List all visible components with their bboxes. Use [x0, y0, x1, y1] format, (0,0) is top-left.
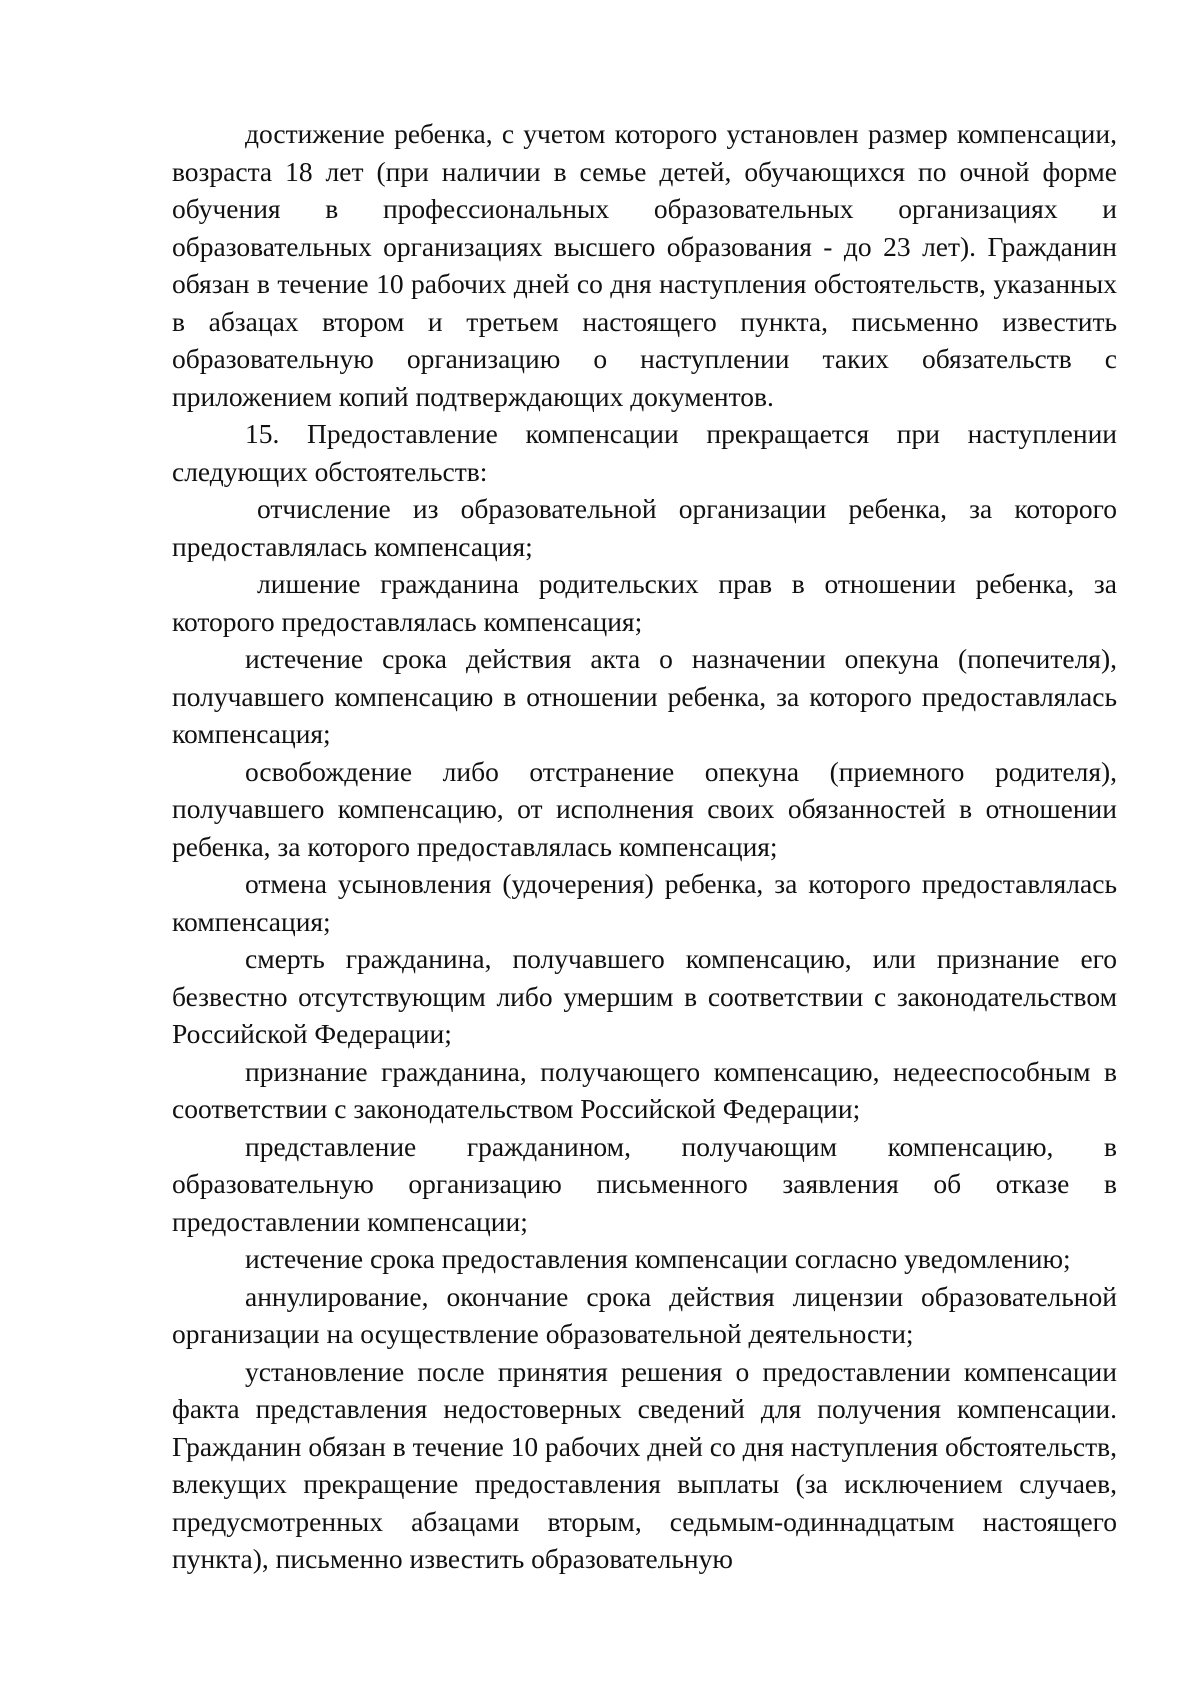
paragraph-death: смерть гражданина, получавшего компенсацию, или признание его безвестно отсутствующим либо умершим в соответствии с законодательством Российской Федерации; — [172, 943, 1117, 1049]
document-body — [172, 115, 1117, 1578]
paragraph-false-info: установление после принятия решения о предоставлении компенсации факта представления недостоверных сведений для получения компенсации. Гражданин обязан в течение 10 рабочих дней со дня наступления обстоятельств, влекущих прекращение предоставления выплаты (за исключением случаев, предусмотренных абзацами вторым, седьмым-одиннадцатым настоящего пункта), письменно известить образовательную — [172, 1355, 1117, 1574]
paragraph-expulsion: отчисление из образовательной организации ребенка, за которого предоставлялась компенсация; — [172, 493, 1117, 562]
paragraph-guardian-removal: освобождение либо отстранение опекуна (приемного родителя), получавшего компенсацию, от исполнения своих обязанностей в отношении ребенка, за которого предоставлялась компенсация; — [172, 755, 1117, 862]
paragraph-adoption-cancel: отмена усыновления (удочерения) ребенка, за которого предоставлялась компенсация; — [172, 868, 1117, 937]
paragraph-incapacity: признание гражданина, получающего компенсацию, недееспособным в соответствии с законодательством Российской Федерации; — [172, 1055, 1117, 1124]
paragraph-term-expiry: истечение срока предоставления компенсации согласно уведомлению; — [245, 1243, 1071, 1274]
paragraph-age-limit: достижение ребенка, с учетом которого установлен размер компенсации, возраста 18 лет (при наличии в семье детей, обучающихся по очной форме обучения в профессиональных образовательных организациях и образовательных организациях высшего образования - до 23 лет). Гражданин обязан в течение 10 рабочих дней со дня наступления обстоятельств, указанных в абзацах втором и третьем настоящего пункта, письменно известить образовательную организацию о наступлении таких обязательств с приложением копий подтверждающих документов. — [172, 118, 1117, 412]
paragraph-guardian-act-expiry: истечение срока действия акта о назначении опекуна (попечителя), получавшего компенсацию в отношении ребенка, за которого предоставлялась компенсация; — [172, 643, 1117, 749]
paragraph-license: аннулирование, окончание срока действия лицензии образовательной организации на осуществление образовательной деятельности; — [172, 1280, 1117, 1349]
paragraph-parental-rights: лишение гражданина родительских прав в отношении ребенка, за которого предоставлялась компенсация; — [172, 568, 1117, 637]
paragraph-refusal: представление гражданином, получающим компенсацию, в образовательную организацию письменного заявления об отказе в предоставлении компенсации; — [172, 1130, 1117, 1237]
paragraph-item-15: 15. Предоставление компенсации прекращается при наступлении следующих обстоятельств: — [172, 418, 1117, 487]
